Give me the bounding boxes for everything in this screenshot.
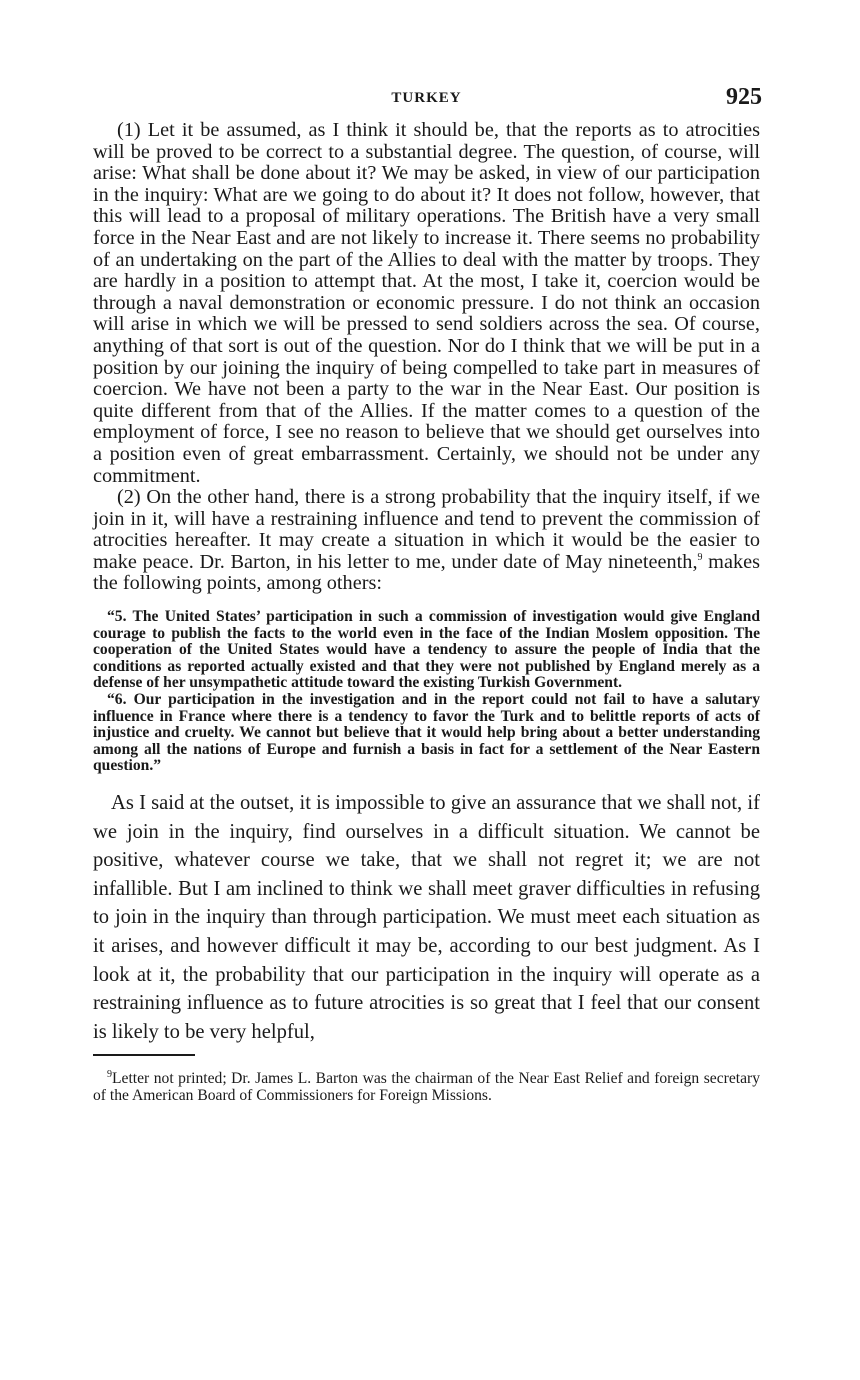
- page-header: [93, 84, 760, 118]
- paragraph-3: As I said at the outset, it is impossible to give an assurance that we shall not, if we join in the inquiry, find ourselves in a difficult situation. We cannot be positive, whatever course we take, that we shall not regret it; we are not infallible. But I am inclined to think we shall meet graver difficulties in refusing to join in the inquiry than through participation. We must meet each situation as it arises, and however difficult it may be, according to our best judgment. As I look at it, the probability that our participation in the inquiry will operate as a restraining influence as to future atrocities is so great that I feel that our consent is likely to be very helpful,: [93, 792, 760, 1043]
- footnote-reference: 9: [697, 552, 703, 564]
- paragraph-1: (1) Let it be assumed, as I think it should be, that the reports as to atrocities will be proved to be correct to a substantial degree. The question, of course, will arise: What shall be done about it? We may be asked, in view of our participation in the inquiry: What are we going to do about it? It does not follow, however, that this will lead to a proposal of military operations. The British have a very small force in the Near East and are not likely to increase it. There seems no probability of an undertaking on the part of the Allies to deal with the matter by troops. They are hardly in a position to attempt that. At the most, I take it, coercion would be through a naval demonstration or economic pressure. I do not think an occasion will arise in which we will be pressed to send soldiers across the sea. Of course, anything of that sort is out of the question. Nor do I think that we will be put in a position by our joining the inquiry of being compelled to take part in measures of coercion. We have not been a party to the war in the Near East. Our position is quite different from that of the Allies. If the matter comes to a question of the employment of force, I see no reason to believe that we should get ourselves into a position even of great embarrassment. Certainly, we should not be under any commitment.: [93, 119, 760, 487]
- main-text: [93, 120, 760, 595]
- quote-point-6: “6. Our participation in the investigation and in the report could not fail to have a salutary influence in France where there is a tendency to favor the Turk and to belittle reports of acts of injustice and cruelty. We cannot but believe that it would help bring about a better understanding among all the nations of Europe and furnish a basis in fact for a settlement of the Near Eastern question.”: [93, 691, 760, 775]
- document-page: [93, 84, 760, 1104]
- block-quote: [93, 609, 760, 775]
- footnote-marker: 9: [107, 1069, 112, 1081]
- footnote-divider: [93, 1054, 195, 1056]
- paragraph-2: [93, 487, 760, 595]
- footnote-9: [93, 1070, 760, 1104]
- paragraph-2-text: (2) On the other hand, there is a strong probability that the inquiry itself, if we join in it, will have a restraining influence and tend to prevent the commission of atrocities hereafter. It may create a situation in which it would be the easier to make peace. Dr. Barton, in his letter to me, under date of May nineteenth,: [93, 486, 760, 573]
- page-number: 925: [726, 84, 762, 110]
- running-head: TURKEY: [391, 90, 462, 106]
- continuation-text: [93, 789, 760, 1046]
- footnote: [93, 1070, 760, 1104]
- footnote-text: Letter not printed; Dr. James L. Barton was the chairman of the Near East Relief and foreign secretary of the American Board of Commissioners for Foreign Missions.: [93, 1070, 760, 1105]
- paragraph-2-text-end: makes the following points, among others:: [93, 550, 760, 595]
- quote-point-5: “5. The United States’ participation in such a commission of investigation would give England courage to publish the facts to the world even in the face of the Indian Moslem opposition. The cooperation of the United States would have a tendency to assure the people of India that the conditions as reported actually existed and that they were not published by England merely as a defense of her unsympathetic attitude toward the existing Turkish Government.: [93, 608, 760, 692]
